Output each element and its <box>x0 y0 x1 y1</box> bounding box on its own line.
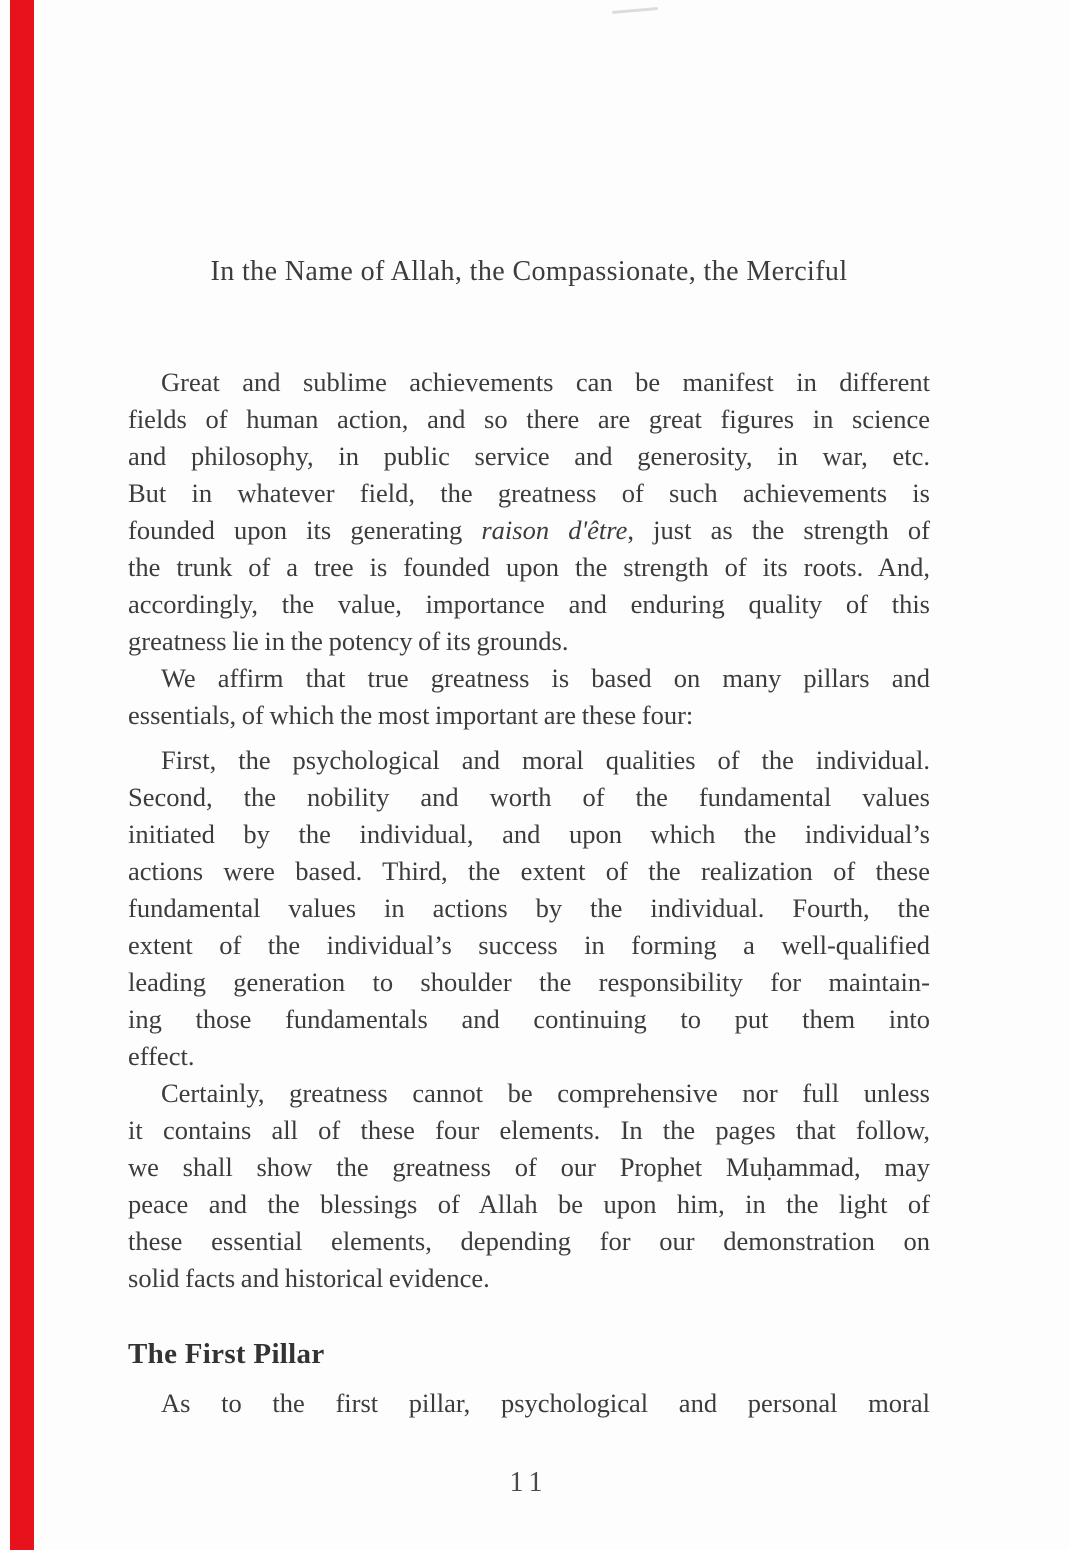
text-segment: we shall show the greatness of our Prophet Muḥammad, may <box>128 1152 930 1182</box>
text-line <box>128 1186 930 1223</box>
paragraph <box>128 1075 930 1297</box>
text-line <box>128 816 930 853</box>
text-segment: solid facts and historical evidence. <box>128 1263 490 1293</box>
text-line <box>128 660 930 697</box>
text-segment: peace and the blessings of Allah be upon him, in the light of <box>128 1189 930 1219</box>
text-line <box>128 697 930 734</box>
text-line <box>128 1260 930 1297</box>
text-line <box>128 623 930 660</box>
invocation-line: In the Name of Allah, the Compassionate, the Merciful <box>210 256 848 287</box>
text-segment: effect. <box>128 1041 195 1071</box>
text-segment: We affirm that true greatness is based on many pillars and <box>161 663 930 693</box>
text-segment: greatness lie in the potency of its grounds. <box>128 626 569 656</box>
text-line <box>128 586 930 623</box>
paragraph <box>128 364 930 660</box>
text-segment: leading generation to shoulder the responsibility for maintain- <box>128 967 930 997</box>
body-paragraphs <box>128 364 930 1297</box>
paragraph <box>128 1385 930 1422</box>
text-line <box>128 779 930 816</box>
text-line <box>128 401 930 438</box>
text-line <box>128 1223 930 1260</box>
text-line <box>128 549 930 586</box>
text-line <box>128 1385 930 1422</box>
text-segment: Great and sublime achievements can be manifest in different <box>161 367 930 397</box>
text-segment: the trunk of a tree is founded upon the strength of its roots. And, <box>128 552 930 582</box>
text-segment: fields of human action, and so there are great figures in science <box>128 404 930 434</box>
text-line <box>128 475 930 512</box>
text-line <box>128 742 930 779</box>
text-segment: founded upon its generating <box>128 515 482 545</box>
text-line <box>128 1112 930 1149</box>
closing-paragraph-container <box>128 1385 930 1422</box>
text-segment: , just as the strength of <box>627 515 930 545</box>
text-line <box>128 1001 930 1038</box>
text-segment: Certainly, greatness cannot be comprehensive nor full unless <box>161 1078 930 1108</box>
text-segment: extent of the individual’s success in forming a well-qualified <box>128 930 930 960</box>
text-segment: ing those fundamentals and continuing to put them into <box>128 1004 930 1034</box>
text-segment: First, the psychological and moral qualities of the individual. <box>161 745 930 775</box>
book-spine-edge <box>10 0 34 1550</box>
italic-phrase: raison d'être <box>481 515 628 545</box>
text-line <box>128 438 930 475</box>
text-line <box>128 890 930 927</box>
text-segment: initiated by the individual, and upon which the individual’s <box>128 819 930 849</box>
text-line <box>128 1038 930 1075</box>
text-line <box>128 364 930 401</box>
text-segment: actions were based. Third, the extent of the realization of these <box>128 856 930 886</box>
text-segment: accordingly, the value, importance and enduring quality of this <box>128 589 930 619</box>
text-segment: it contains all of these four elements. In the pages that follow, <box>128 1115 930 1145</box>
paragraph <box>128 660 930 734</box>
text-line <box>128 1149 930 1186</box>
text-segment: Second, the nobility and worth of the fundamental values <box>128 782 930 812</box>
paragraph <box>128 742 930 1075</box>
text-segment: But in whatever field, the greatness of such achievements is <box>128 478 930 508</box>
text-segment: As to the first pillar, psychological and personal moral <box>161 1388 930 1418</box>
text-line <box>128 927 930 964</box>
scan-artifact <box>612 7 658 14</box>
page-number: 11 <box>509 1467 549 1498</box>
section-heading: The First Pillar <box>128 1338 325 1370</box>
text-segment: fundamental values in actions by the individual. Fourth, the <box>128 893 930 923</box>
page-body <box>128 364 930 1422</box>
text-segment: essentials, of which the most important are these four: <box>128 700 694 730</box>
text-segment: these essential elements, depending for our demonstration on <box>128 1226 930 1256</box>
text-line <box>128 853 930 890</box>
text-line <box>128 1075 930 1112</box>
text-line <box>128 964 930 1001</box>
text-segment: and philosophy, in public service and generosity, in war, etc. <box>128 441 930 471</box>
text-line <box>128 512 930 549</box>
